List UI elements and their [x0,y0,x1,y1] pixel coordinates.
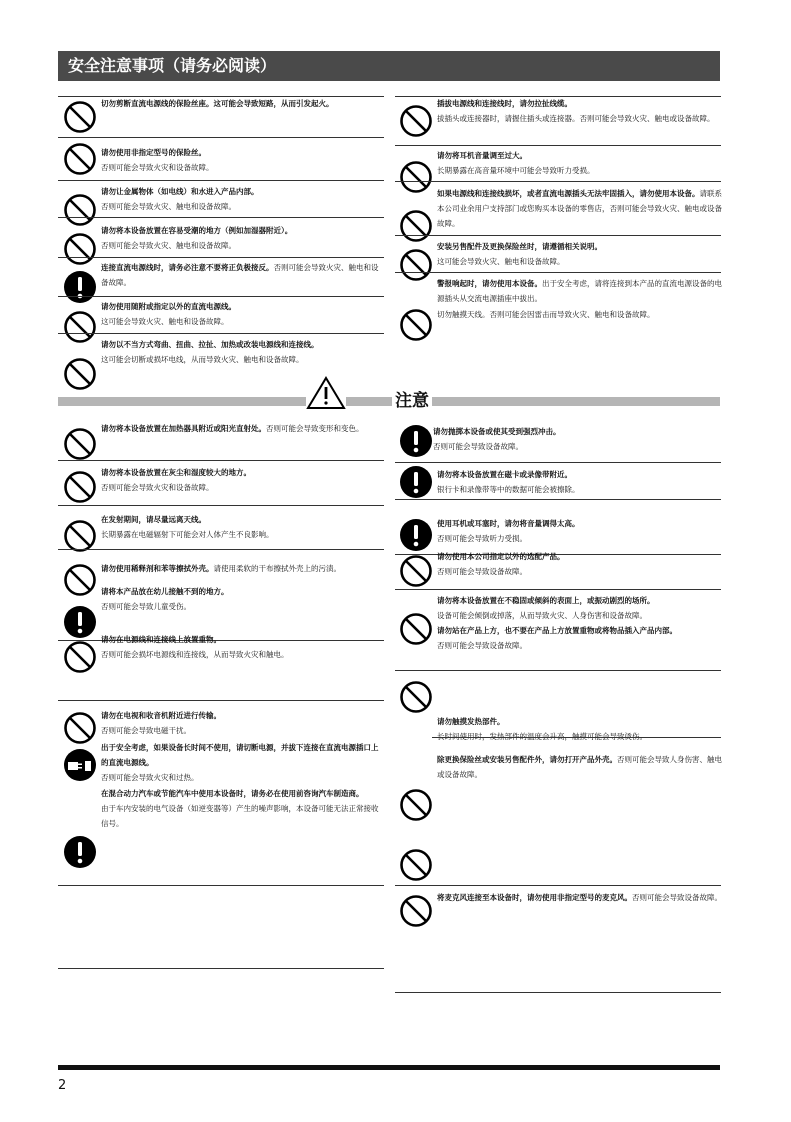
divider [395,992,721,993]
prohibition-icon [63,427,97,461]
caution-title: 请勿在电源线和连接线上放置重物。 [101,635,221,644]
prohibition-icon [399,104,433,138]
caution-body: 否则可能会导致人身伤害、触电或设备故障。 [437,755,722,779]
warning-title: 连接直流电源线时，请务必注意不要将正负极接反。 [101,263,274,272]
prohibition-icon [399,308,433,342]
warning-body: 否则可能会导致火灾、触电和设备故障。 [101,241,236,250]
caution-item [437,752,723,782]
caution-item [437,467,723,497]
warning-item [437,276,723,306]
caution-item [437,516,723,546]
warning-title: 请勿使用非指定型号的保险丝。 [101,148,206,157]
divider [395,462,721,463]
prohibition-icon [63,193,97,227]
caution-body: 银行卡和录像带等中的数据可能会被擦除。 [437,485,580,494]
prohibition-icon [399,248,433,282]
warning-title: 请勿让金属物体（如电线）和水进入产品内部。 [101,187,259,196]
warning-item [437,239,723,269]
caution-body: 否则可能会导致变形和变色。 [266,424,364,433]
caution-item [101,708,384,738]
warning-title: 切勿剪断直流电源线的保险丝座。这可能会导致短路，从而引发起火。 [101,99,334,108]
prohibition-icon [399,680,433,714]
warning-item [437,186,723,231]
prohibition-icon [399,848,433,882]
divider [395,181,721,182]
warning-item [437,148,723,178]
warning-item [101,223,384,253]
prohibition-icon [63,100,97,134]
divider [58,968,384,969]
caution-item [437,593,723,653]
caution-item [101,632,384,662]
divider [395,272,721,273]
divider [395,145,721,146]
divider [58,505,384,506]
divider [58,885,384,886]
caution-body: 否则可能会导致设备故障。 [632,893,722,902]
caution-body: 否则可能会导致听力受损。 [437,534,527,543]
prohibition-icon [399,788,433,822]
exclamation-icon [399,424,433,458]
prohibition-icon [63,470,97,504]
exclamation-icon [63,605,97,639]
warning-title: 请勿将耳机音量调至过大。 [437,151,527,160]
prohibition-icon [63,563,97,597]
prohibition-icon [399,612,433,646]
caution-item [437,549,723,579]
warning-body: 否则可能会导致火灾和设备故障。 [101,163,214,172]
caution-body: 长期暴露在电磁辐射下可能会对人体产生不良影响。 [101,530,274,539]
warning-item [101,337,384,367]
warning-title: 如果电源线和连接线损坏，或者直流电源插头无法牢固插入，请勿使用本设备。 [437,189,700,198]
warning-body: 切勿触摸天线。否则可能会因雷击而导致火灾、触电和设备故障。 [437,310,655,319]
caution-body: 否则可能会导致电磁干扰。 [101,726,191,735]
caution-item [433,424,723,454]
prohibition-icon [63,711,97,745]
divider [395,885,721,886]
prohibition-icon [63,357,97,391]
unplug-icon [63,748,97,782]
caution-body: 设备可能会倾倒或掉落，从而导致火灾、人身伤害和设备故障。 [437,611,647,620]
caution-title: 请勿将本设备放置在不稳固或倾斜的表面上，或振动剧烈的场所。 [437,596,655,605]
divider [58,137,384,138]
warning-title: 请勿以不当方式弯曲、扭曲、拉扯、加热或改装电源线和连接线。 [101,340,319,349]
divider [58,549,384,550]
warning-body: 这可能会切断或损坏电线，从而导致火灾、触电和设备故障。 [101,355,304,364]
warning-title: 请勿使用随附或指定以外的直流电源线。 [101,302,236,311]
divider [58,257,384,258]
caution-item [101,421,384,436]
warning-item [101,299,384,329]
caution-title: 在混合动力汽车或节能汽车中使用本设备时，请务必在使用前咨询汽车制造商。 [101,789,364,798]
prohibition-icon [63,519,97,553]
prohibition-icon [399,894,433,928]
caution-body: 由于车内安装的电气设备（如逆变器等）产生的噪声影响，本设备可能无法正常接收信号。 [101,804,379,828]
caution-title: 请勿将本设备放置在加热器具附近或阳光直射处。 [101,424,266,433]
caution-item [101,561,384,576]
section-header: 安全注意事项（请务必阅读） [58,51,720,81]
warning-triangle-icon [306,376,346,410]
divider [395,235,721,236]
caution-title: 请勿将本设备放置在磁卡或录像带附近。 [437,470,572,479]
caution-body: 否则可能会导致设备故障。 [437,567,527,576]
warning-title: 安装另售配件及更换保险丝时，请遵循相关说明。 [437,242,602,251]
warning-item [437,96,723,126]
caution-title: 请将本产品放在幼儿接触不到的地方。 [101,587,229,596]
prohibition-icon [399,209,433,243]
warning-item [101,96,384,111]
caution-body: 否则可能会导致设备故障。 [437,641,527,650]
divider [58,700,384,701]
caution-item [437,890,723,905]
caution-bar [58,397,720,406]
footer-bar [58,1065,720,1070]
caution-title: 除更换保险丝或安装另售配件外，请勿打开产品外壳。 [437,755,617,764]
warning-body: 这可能会导致火灾、触电和设备故障。 [101,317,229,326]
prohibition-icon [63,310,97,344]
caution-title: 将麦克风连接至本设备时，请勿使用非指定型号的麦克风。 [437,893,632,902]
divider [395,589,721,590]
exclamation-icon [399,518,433,552]
exclamation-icon [63,270,97,304]
warning-body: 这可能会导致火灾、触电和设备故障。 [437,257,565,266]
divider [58,180,384,181]
caution-title: 请勿在电视和收音机附近进行传输。 [101,711,221,720]
warning-body: 长期暴露在高音量环境中可能会导致听力受损。 [437,166,595,175]
caution-body: 否则可能会损坏电源线和连接线，从而导致火灾和触电。 [101,650,289,659]
divider [58,296,384,297]
divider [58,217,384,218]
caution-title: 出于安全考虑，如果设备长时间不使用，请切断电源，并拔下连接在直流电源插口上的直流电源线。 [101,743,379,767]
caution-body: 否则可能会导致火灾和过热。 [101,773,199,782]
caution-title: 请勿触摸发热部件。 [437,717,505,726]
warning-item [101,184,384,214]
exclamation-icon [63,835,97,869]
caution-body: 否则可能会导致儿童受伤。 [101,602,191,611]
caution-title: 使用耳机或耳塞时，请勿将音量调得太高。 [437,519,580,528]
caution-title: 请勿将本设备放置在灰尘和湿度较大的地方。 [101,468,251,477]
divider [58,333,384,334]
caution-item [101,786,384,831]
prohibition-icon [63,232,97,266]
caution-item [101,584,384,614]
page-number: 2 [58,1078,67,1093]
warning-body: 否则可能会导致火灾、触电和设备故障。 [101,263,379,287]
caution-body: 否则可能会导致火灾和设备故障。 [101,483,214,492]
divider [432,737,721,738]
warning-title: 插拔电源线和连接线时，请勿拉扯线缆。 [437,99,572,108]
warning-title: 警报响起时，请勿使用本设备。 [437,279,542,288]
warning-item [437,307,723,322]
caution-item [101,740,384,785]
caution-item [101,512,384,542]
warning-item [101,145,384,175]
caution-title: 请勿抛掷本设备或使其受到强烈冲击。 [433,427,561,436]
caution-body: 请使用柔软的干布擦拭外壳上的污渍。 [213,564,341,573]
prohibition-icon [399,160,433,194]
prohibition-icon [63,142,97,176]
exclamation-icon [399,465,433,499]
caution-title: 在发射期间，请尽量远离天线。 [101,515,206,524]
warning-item [101,260,384,290]
caution-item [437,714,723,744]
warning-body: 拔插头或连接器时，请握住插头或连接器。否则可能会导致火灾、触电或设备故障。 [437,114,715,123]
caution-item [101,465,384,495]
caution-title: 请勿使用本公司指定以外的选配产品。 [437,552,565,561]
caution-body: 否则可能会导致设备故障。 [433,442,523,451]
warning-body: 出于安全考虑，请将连接到本产品的直流电源设备的电源插头从交流电源插座中拔出。 [437,279,722,303]
prohibition-icon [63,640,97,674]
caution-title: 请勿使用稀释剂和苯等擦拭外壳。 [101,564,214,573]
divider [395,670,721,671]
prohibition-icon [399,554,433,588]
divider [395,499,721,500]
warning-body: 否则可能会导致火灾、触电和设备故障。 [101,202,236,211]
divider [58,460,384,461]
warning-title: 请勿将本设备放置在容易受潮的地方（例如加湿器附近）。 [101,226,293,235]
caution-title: 请勿站在产品上方，也不要在产品上方放置重物或将物品插入产品内部。 [437,626,677,635]
caution-label: 注意 [392,390,432,412]
warning-body: 请联系本公司业余用户支持部门或您购买本设备的零售店，否则可能会导致火灾、触电或设备故障。 [437,189,722,228]
